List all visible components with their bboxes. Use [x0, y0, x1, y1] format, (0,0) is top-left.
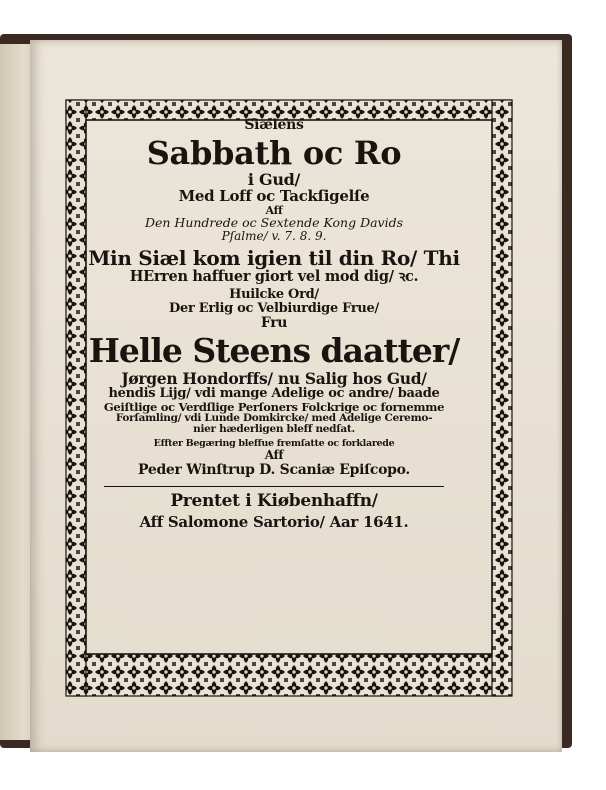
title-text-block — [88, 112, 460, 652]
title-line-11: Der Erlig oc Velbiurdige Frue/ — [169, 300, 379, 316]
divider-rule — [104, 486, 444, 487]
author-line: Peder Winſtrup D. Scaniæ Epiſcopo. — [137, 462, 411, 479]
imprint-line-2: Aff Salomone Sartorio/ Aar 1641. — [139, 513, 409, 532]
title-line-1: Siælens — [244, 117, 304, 133]
title-line-18: nier hæderligen bleff nedſat. — [193, 422, 355, 435]
title-line-3: i Gud/ — [247, 170, 301, 190]
title-line-19: Effter Begæring bleffue fremſatte oc forklarede — [153, 437, 395, 449]
title-line-6: Den Hundrede oc Sextende Kong Davids — [144, 215, 404, 231]
title-line-15: hendis Lijg/ vdi mange Adelige oc andre/ baade — [108, 386, 440, 402]
title-line-5: Aff — [265, 203, 283, 217]
title-line-14: Jørgen Hondorffs/ nu Salig hos Gud/ — [121, 368, 427, 388]
title-line-16: Geiſtlige oc Verdſlige Perſoners Folckrige oc fornemme — [103, 399, 445, 414]
title-main: Sabbath oc Ro — [146, 133, 402, 172]
title-line-4: Med Loff oc Tackſigelſe — [178, 187, 370, 206]
scripture-line-1: Min Siæl kom igien til din Ro/ Thi — [88, 246, 460, 271]
scripture-line-2: HErren haffuer giort vel mod dig/ ꝛc. — [129, 268, 419, 286]
title-line-12: Fru — [260, 314, 288, 331]
imprint-line-1: Prentet i Kiøbenhaffn/ — [170, 491, 378, 512]
title-line-20: Aff — [264, 447, 284, 462]
title-line-10: Huilcke Ord/ — [229, 287, 319, 303]
title-line-7: Pſalme/ v. 7. 8. 9. — [221, 228, 327, 243]
name-heading: Helle Steens daatter/ — [88, 331, 460, 371]
title-line-17: Forſamling/ vdi Lunde Domkircke/ med Adelige Ceremo- — [115, 411, 433, 424]
